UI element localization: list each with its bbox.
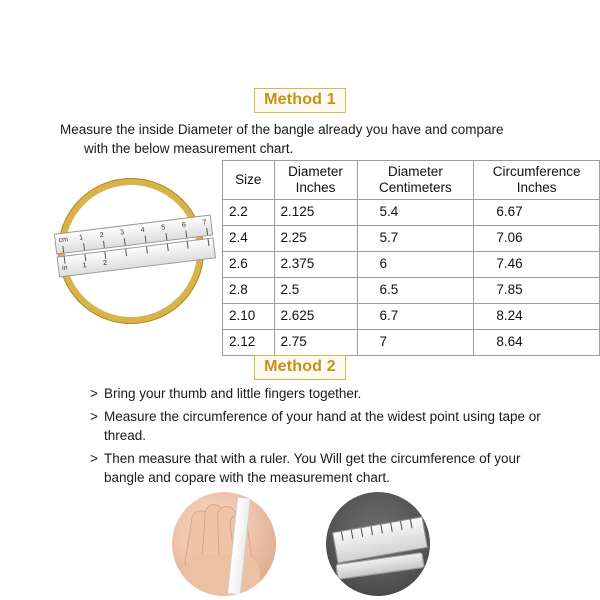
list-item bbox=[90, 384, 560, 404]
method-2-heading bbox=[0, 355, 600, 380]
measurement-chart bbox=[222, 160, 600, 356]
column-header-size: Size bbox=[223, 161, 275, 200]
ruler-top-ticks: cm 1 2 3 4 5 6 7 bbox=[61, 216, 208, 253]
step-marker: > bbox=[90, 386, 98, 401]
method-2-steps bbox=[90, 384, 560, 491]
cell-diameter-centimeters: 6 bbox=[357, 251, 474, 277]
bangle-with-ruler-illustration bbox=[58, 178, 210, 330]
cell-diameter-inches: 2.375 bbox=[274, 251, 357, 277]
cell-diameter-inches: 2.25 bbox=[274, 225, 357, 251]
cell-size: 2.12 bbox=[223, 329, 275, 355]
cell-size: 2.6 bbox=[223, 251, 275, 277]
ruler-bottom-ticks: in 1 2 bbox=[64, 239, 211, 276]
hand-with-measuring-tape-photo bbox=[172, 492, 276, 596]
list-item bbox=[90, 407, 560, 446]
cell-circumference-inches: 8.64 bbox=[474, 329, 600, 355]
cell-circumference-inches: 7.85 bbox=[474, 277, 600, 303]
step-text: Then measure that with a ruler. You Will get the circumference of your bangle and copare with the measurement chart. bbox=[104, 450, 521, 486]
step-marker: > bbox=[90, 408, 98, 424]
method-1-instructions-line-1: Measure the inside Diameter of the bangle already you have and compare bbox=[60, 122, 504, 137]
cell-diameter-centimeters: 7 bbox=[357, 329, 474, 355]
method-1-instructions-line-2: with the below measurement chart. bbox=[84, 141, 294, 157]
method-1-heading-label: Method 1 bbox=[254, 88, 346, 113]
cell-diameter-centimeters: 5.4 bbox=[357, 199, 474, 225]
cell-size: 2.10 bbox=[223, 303, 275, 329]
cell-diameter-centimeters: 6.7 bbox=[357, 303, 474, 329]
cell-diameter-centimeters: 6.5 bbox=[357, 277, 474, 303]
method-2-heading-label: Method 2 bbox=[254, 355, 346, 380]
table-header-row bbox=[223, 161, 600, 200]
cell-circumference-inches: 8.24 bbox=[474, 303, 600, 329]
table-row bbox=[223, 303, 600, 329]
column-header-circumference-inches: Circumference Inches bbox=[474, 161, 600, 200]
steel-ruler-photo bbox=[326, 492, 430, 596]
method-1-instructions bbox=[60, 120, 545, 158]
step-marker: > bbox=[90, 450, 98, 466]
cell-diameter-centimeters: 5.7 bbox=[357, 225, 474, 251]
cell-diameter-inches: 2.625 bbox=[274, 303, 357, 329]
table-body bbox=[223, 199, 600, 355]
table-row bbox=[223, 329, 600, 355]
table-header bbox=[223, 161, 600, 200]
cell-size: 2.8 bbox=[223, 277, 275, 303]
cell-diameter-inches: 2.125 bbox=[274, 199, 357, 225]
step-text: Bring your thumb and little fingers together. bbox=[104, 386, 362, 401]
cell-diameter-inches: 2.5 bbox=[274, 277, 357, 303]
column-header-diameter-inches: Diameter Inches bbox=[274, 161, 357, 200]
cell-diameter-inches: 2.75 bbox=[274, 329, 357, 355]
cell-size: 2.4 bbox=[223, 225, 275, 251]
table-row bbox=[223, 225, 600, 251]
column-header-diameter-centimeters: Diameter Centimeters bbox=[357, 161, 474, 200]
table-row bbox=[223, 277, 600, 303]
table-row bbox=[223, 199, 600, 225]
cell-circumference-inches: 7.46 bbox=[474, 251, 600, 277]
cell-circumference-inches: 7.06 bbox=[474, 225, 600, 251]
table-row bbox=[223, 251, 600, 277]
measurement-table bbox=[222, 160, 600, 356]
method-1-heading bbox=[0, 88, 600, 113]
step-text: Measure the circumference of your hand at the widest point using tape or thread. bbox=[104, 408, 541, 444]
cell-circumference-inches: 6.67 bbox=[474, 199, 600, 225]
list-item bbox=[90, 449, 560, 488]
cell-size: 2.2 bbox=[223, 199, 275, 225]
palm-shape bbox=[184, 554, 260, 596]
